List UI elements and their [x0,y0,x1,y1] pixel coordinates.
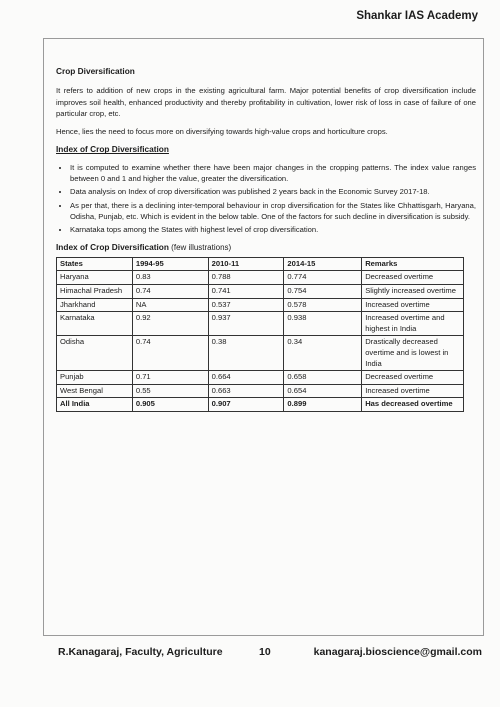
table-row [57,336,464,371]
page-header-title: Shankar IAS Academy [356,10,478,22]
table-cell: 0.663 [208,384,284,398]
table-cell: 0.899 [284,398,362,412]
table-cell: All India [57,398,133,412]
table-cell: Decreased overtime [362,371,464,385]
bullet-item: • As per that, there is a declining inter-temporal behaviour in crop diversification for the States like Chhattisgarh, Haryana, Odisha, Punjab, etc. Which is evident in the below table. One of the factors for such decline in diversification is subsidy. [70,200,476,223]
footer-author: R.Kanagaraj, Faculty, Agriculture [58,646,223,658]
table-cell: 0.55 [132,384,208,398]
table-cell: 0.754 [284,285,362,299]
table-cell: Drastically decreased overtime and is lowest in India [362,336,464,371]
table-cell: Jharkhand [57,298,133,312]
table-cell: Increased overtime [362,384,464,398]
table-cell: 0.83 [132,271,208,285]
table-cell: 0.71 [132,371,208,385]
column-header: 1994-95 [132,257,208,271]
table-cell: 0.741 [208,285,284,299]
table-cell: Himachal Pradesh [57,285,133,299]
table-cell: 0.907 [208,398,284,412]
table-row [57,384,464,398]
table-cell: Has decreased overtime [362,398,464,412]
table-header-row [57,257,464,271]
column-header: 2010-11 [208,257,284,271]
footer-email: kanagaraj.bioscience@gmail.com [313,646,482,658]
table-cell: Haryana [57,271,133,285]
table-cell: Odisha [57,336,133,371]
paragraph-focus: Hence, lies the need to focus more on diversifying towards high-value crops and horticulture crops. [56,127,388,137]
table-cell: 0.938 [284,312,362,336]
table-caption-note: (few illustrations) [168,242,232,252]
table-cell: 0.658 [284,371,362,385]
section-title: Crop Diversification [56,66,135,76]
table-cell: Decreased overtime [362,271,464,285]
table-cell: 0.937 [208,312,284,336]
main-content [56,66,476,412]
index-heading: Index of Crop Diversification [56,144,169,155]
table-caption [56,242,476,253]
table-cell: 0.34 [284,336,362,371]
paragraph-definition: It refers to addition of new crops in the existing agricultural farm. Major potential benefits of crop diversification include improves soil health, enhanced productivity and thereby profitability in cultivation, lower risk of loss in case of failure of one particular crop, etc. [56,86,476,118]
table-cell: 0.774 [284,271,362,285]
bullet-item: • Data analysis on Index of crop diversification was published 2 years back in the Economic Survey 2017-18. [70,186,476,197]
table-cell: Karnataka [57,312,133,336]
table-cell: NA [132,298,208,312]
column-header: 2014-15 [284,257,362,271]
table-cell: 0.38 [208,336,284,371]
page-number: 10 [259,646,271,658]
table-cell: 0.905 [132,398,208,412]
table-cell: 0.92 [132,312,208,336]
table-cell: Increased overtime and highest in India [362,312,464,336]
table-cell: 0.74 [132,285,208,299]
column-header: Remarks [362,257,464,271]
index-bullet-list [56,162,476,236]
table-row [57,298,464,312]
table-row [57,312,464,336]
table-cell: 0.654 [284,384,362,398]
table-cell: 0.788 [208,271,284,285]
table-cell: 0.74 [132,336,208,371]
table-cell: Slightly increased overtime [362,285,464,299]
table-cell: 0.664 [208,371,284,385]
table-caption-title: Index of Crop Diversification [56,241,169,252]
table-cell: Punjab [57,371,133,385]
diversification-table [56,257,464,412]
table-cell: 0.578 [284,298,362,312]
table-cell: 0.537 [208,298,284,312]
bullet-item: • Karnataka tops among the States with highest level of crop diversification. [70,224,476,235]
table-row [57,285,464,299]
table-cell: Increased overtime [362,298,464,312]
table-row [57,371,464,385]
table-cell: West Bengal [57,384,133,398]
bullet-item: • It is computed to examine whether there have been major changes in the cropping patterns. The index value ranges between 0 and 1 and higher the value, greater the diversification. [70,162,476,185]
column-header: States [57,257,133,271]
table-total-row [57,398,464,412]
table-row [57,271,464,285]
